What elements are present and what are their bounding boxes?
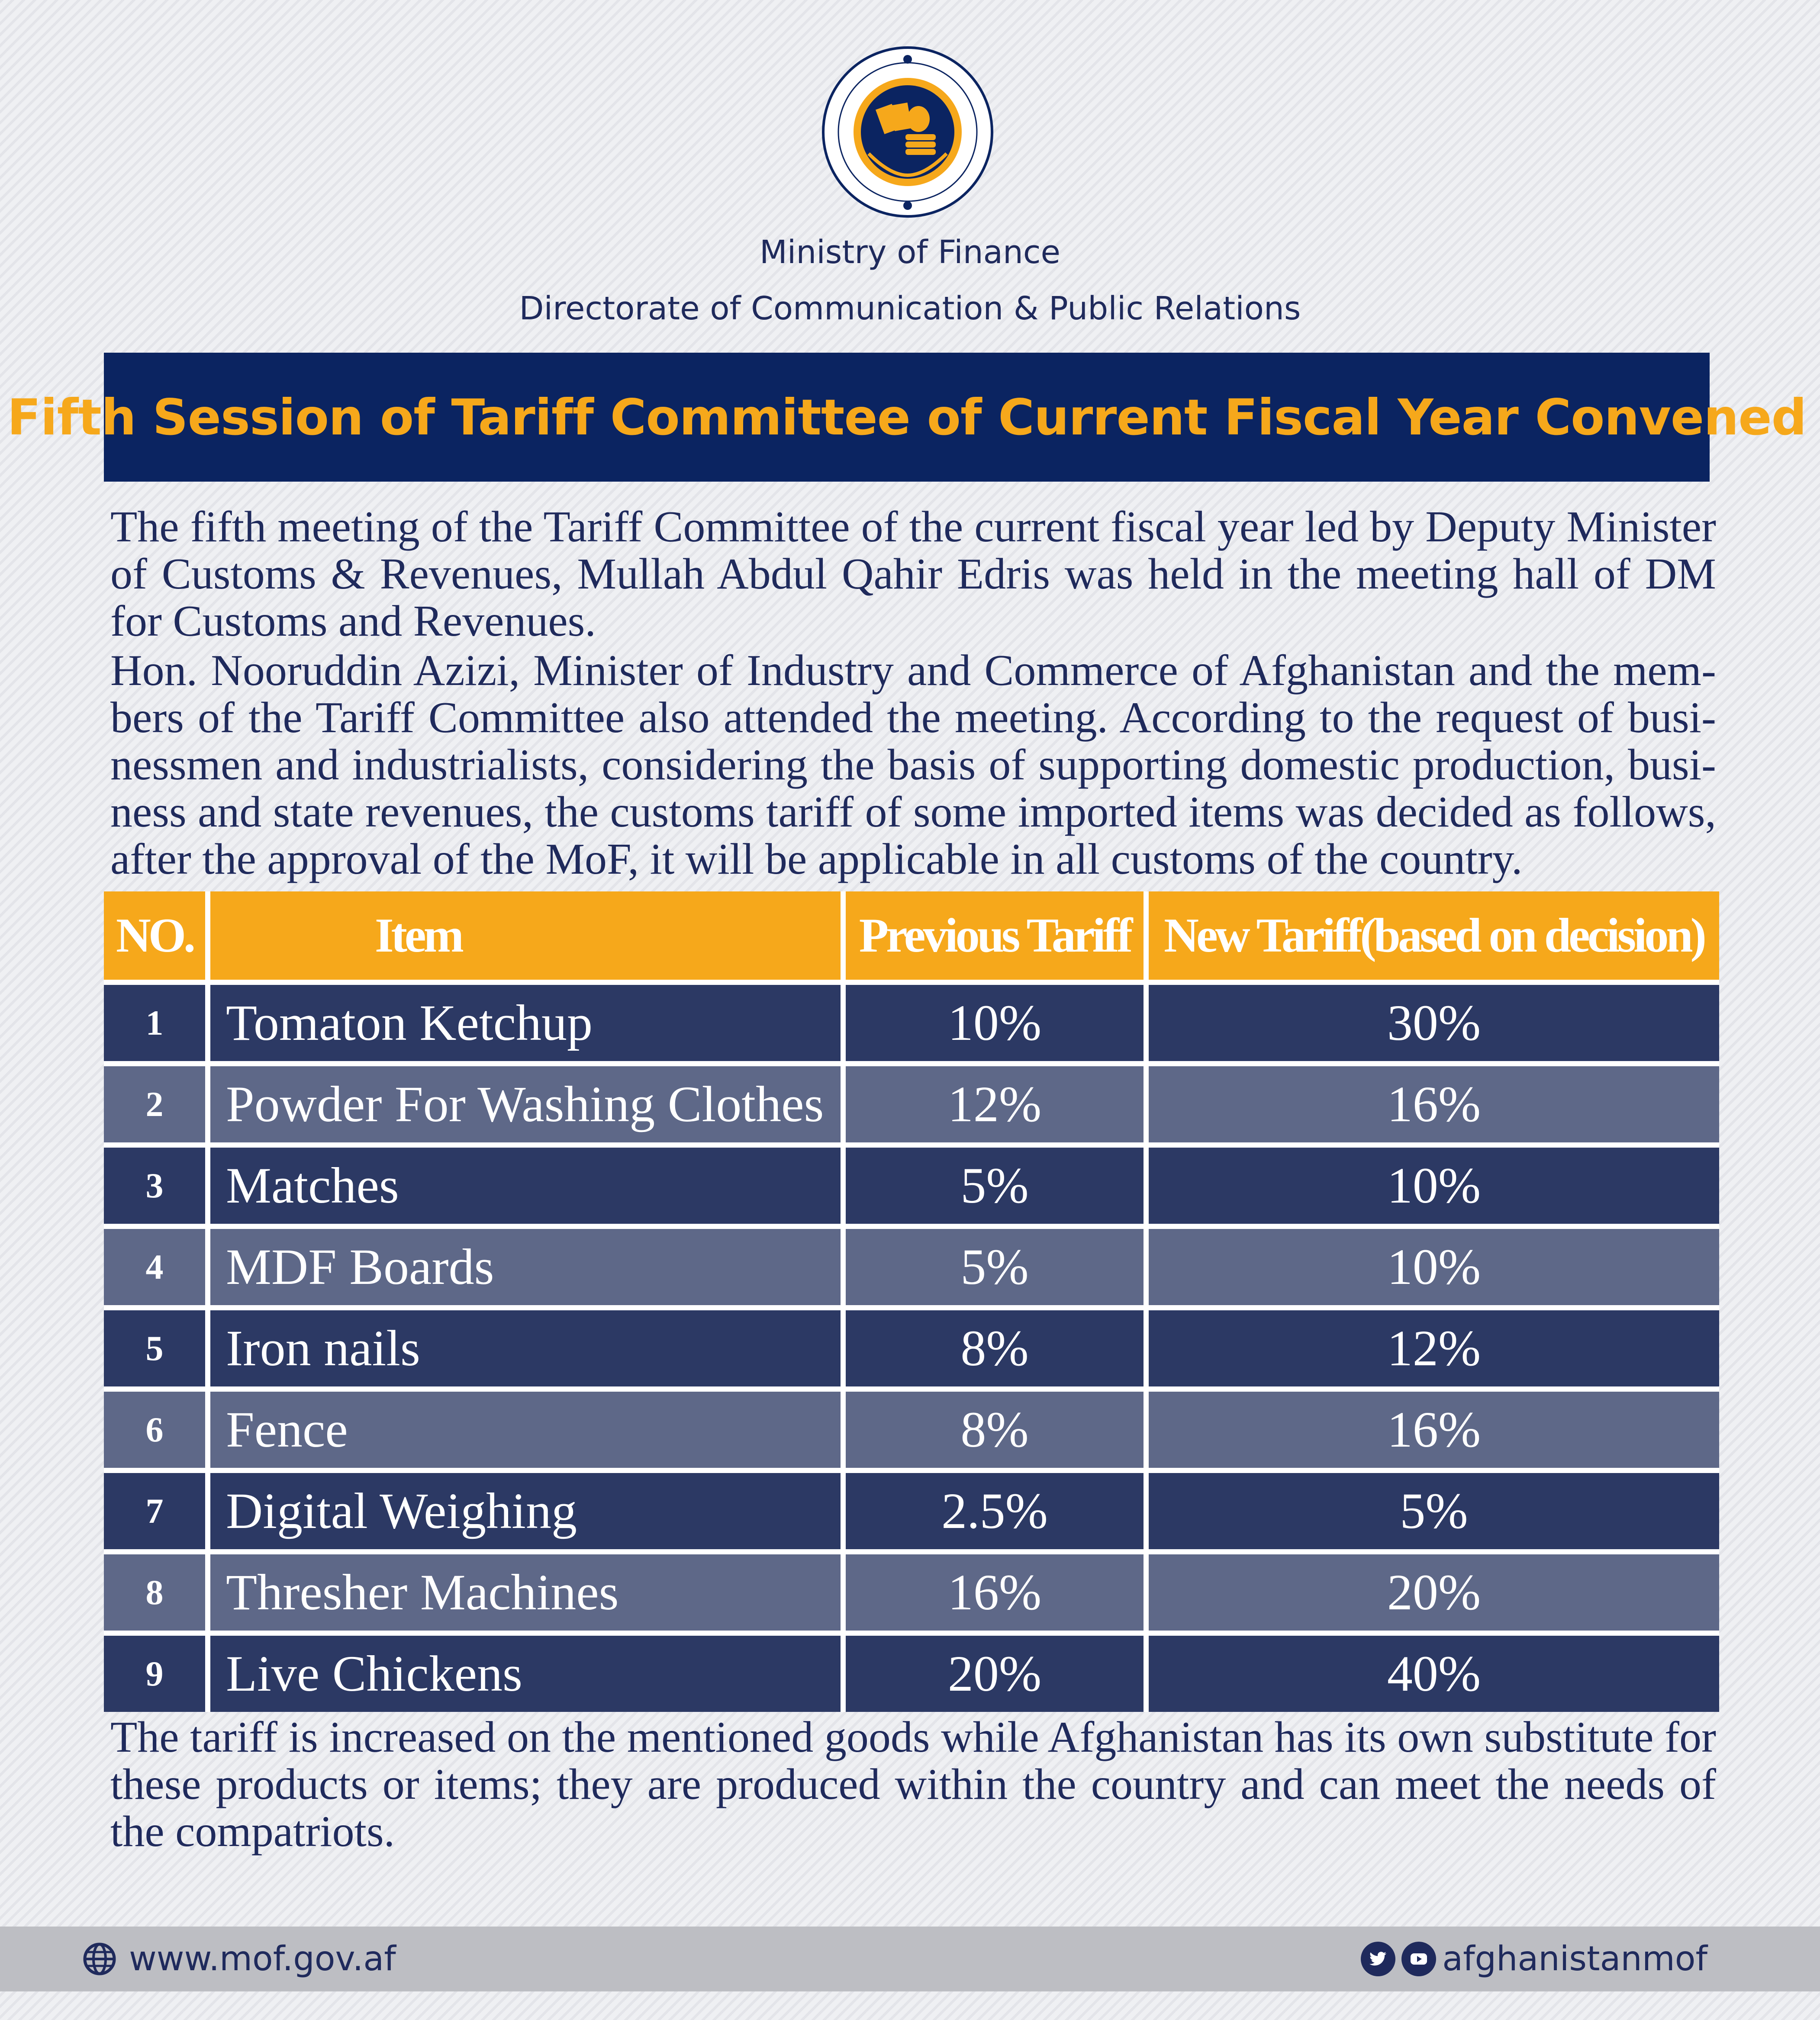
row-new-tariff: 5% — [1146, 1470, 1719, 1552]
row-new-tariff: 10% — [1146, 1145, 1719, 1226]
row-item: Live Chickens — [208, 1633, 843, 1712]
table-row — [104, 1389, 1719, 1470]
header-new-tariff: New Tariff(based on decision) — [1146, 891, 1719, 982]
row-number: 5 — [104, 1308, 208, 1389]
row-new-tariff: 10% — [1146, 1226, 1719, 1308]
row-new-tariff: 12% — [1146, 1308, 1719, 1389]
page-title: Fifth Session of Tariff Committee of Current Fiscal Year Convened — [7, 388, 1807, 446]
row-number: 1 — [104, 982, 208, 1064]
globe-icon — [82, 1942, 117, 1976]
intro-paragraph-1: The fifth meeting of the Tariff Committee of the current fiscal year led by Deputy Minister of Customs & Revenues, Mullah Abdul Qahir Edris was held in the meeting hall of DM for Customs and Revenues. — [110, 502, 1716, 646]
row-number: 7 — [104, 1470, 208, 1552]
row-previous-tariff: 16% — [843, 1552, 1146, 1633]
table-row — [104, 1226, 1719, 1308]
row-new-tariff: 16% — [1146, 1389, 1719, 1470]
table-row — [104, 1633, 1719, 1712]
row-item: Iron nails — [208, 1308, 843, 1389]
table-row — [104, 1552, 1719, 1633]
social-handle-text: afghanistanmof — [1442, 1940, 1707, 1978]
website-url: www.mof.gov.af — [129, 1940, 396, 1978]
row-number: 4 — [104, 1226, 208, 1308]
ministry-of-finance-seal-icon — [804, 45, 1011, 219]
row-previous-tariff: 20% — [843, 1633, 1146, 1712]
table-row — [104, 1145, 1719, 1226]
row-item: Tomaton Ketchup — [208, 982, 843, 1064]
row-item: Fence — [208, 1389, 843, 1470]
website-link[interactable] — [82, 1927, 396, 1991]
row-item: Digital Weighing — [208, 1470, 843, 1552]
organization-name: Ministry of Finance — [759, 234, 1061, 271]
row-previous-tariff: 8% — [843, 1308, 1146, 1389]
youtube-icon[interactable] — [1401, 1942, 1436, 1976]
row-previous-tariff: 5% — [843, 1226, 1146, 1308]
row-item: Matches — [208, 1145, 843, 1226]
row-new-tariff: 40% — [1146, 1633, 1719, 1712]
ministry-logo — [804, 45, 1011, 219]
row-new-tariff: 30% — [1146, 982, 1719, 1064]
row-item: Powder For Washing Clothes — [208, 1064, 843, 1145]
row-previous-tariff: 12% — [843, 1064, 1146, 1145]
row-previous-tariff: 10% — [843, 982, 1146, 1064]
twitter-icon[interactable] — [1361, 1942, 1395, 1976]
table-row — [104, 1308, 1719, 1389]
table-header-row — [104, 891, 1719, 982]
row-number: 3 — [104, 1145, 208, 1226]
table-row — [104, 1064, 1719, 1145]
row-number: 9 — [104, 1633, 208, 1712]
directorate-name: Directorate of Communication & Public Relations — [519, 290, 1301, 327]
footer-bar — [0, 1927, 1820, 1991]
title-banner — [7, 353, 1807, 482]
row-previous-tariff: 2.5% — [843, 1470, 1146, 1552]
social-handle[interactable] — [1361, 1927, 1707, 1991]
row-item: MDF Boards — [208, 1226, 843, 1308]
table-row — [104, 982, 1719, 1064]
row-new-tariff: 16% — [1146, 1064, 1719, 1145]
header-no: NO. — [104, 891, 208, 982]
tariff-table — [104, 891, 1719, 1712]
row-item: Thresher Machines — [208, 1552, 843, 1633]
header-item: Item — [208, 891, 843, 982]
row-number: 6 — [104, 1389, 208, 1470]
closing-paragraph: The tariff is increased on the mentioned goods while Afghanistan has its own substitute for these products or items; they are produced within the country and can meet the needs of the compatriots. — [110, 1713, 1716, 1856]
row-number: 8 — [104, 1552, 208, 1633]
intro-paragraph-2: Hon. Nooruddin Azizi, Minister of Industry and Commerce of Afghanistan and the mem-bers of the Tariff Committee also attended the meeting. According to the request of busi-nessmen and industrialists, considering the basis of supporting domestic production, busi-ness and state revenues, the customs tariff of some imported items was decided as follows, after the approval of the MoF, it will be applicable in all customs of the country. — [110, 646, 1716, 884]
row-number: 2 — [104, 1064, 208, 1145]
row-new-tariff: 20% — [1146, 1552, 1719, 1633]
table-row — [104, 1470, 1719, 1552]
header-previous-tariff: Previous Tariff — [843, 891, 1146, 982]
row-previous-tariff: 5% — [843, 1145, 1146, 1226]
row-previous-tariff: 8% — [843, 1389, 1146, 1470]
